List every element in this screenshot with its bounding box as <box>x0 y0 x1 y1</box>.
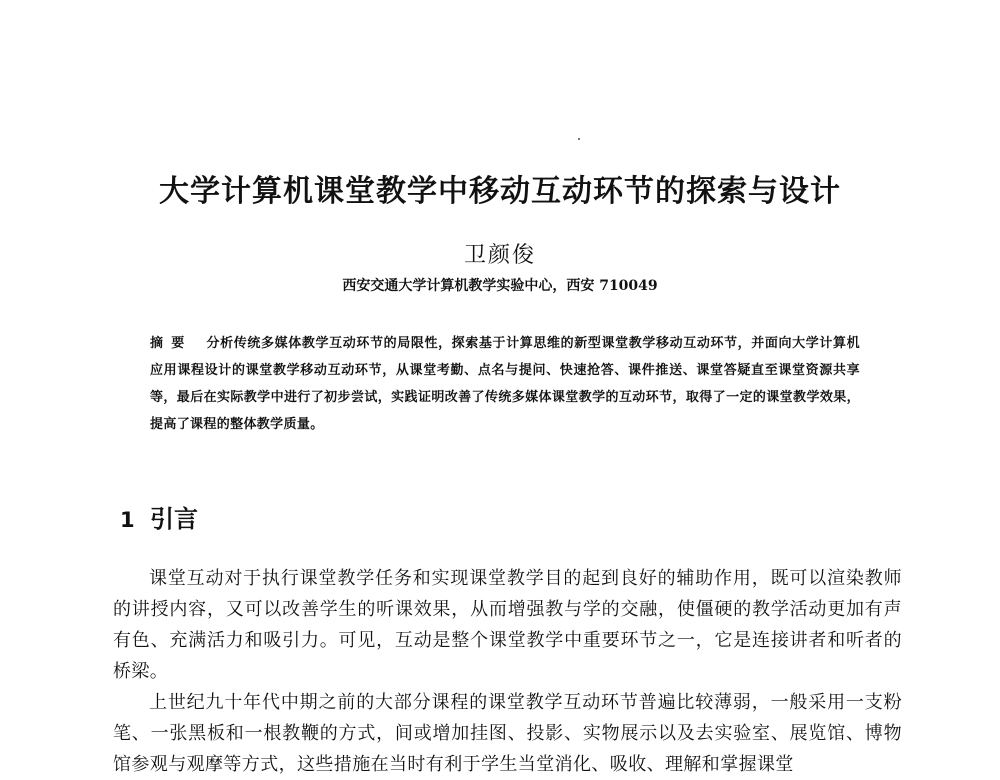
section-title: 引言 <box>150 505 198 533</box>
paper-title: 大学计算机课堂教学中移动互动环节的探索与设计 <box>159 174 841 209</box>
abstract-block <box>150 330 860 438</box>
author-name: 卫颜俊 <box>463 243 536 268</box>
section-number: 1 <box>120 508 135 532</box>
body-text <box>113 563 902 780</box>
abstract-label: 摘要 <box>150 336 193 351</box>
author-affiliation: 西安交通大学计算机教学实验中心，西安 710049 <box>342 278 658 294</box>
scan-speck <box>578 138 580 140</box>
body-paragraph-2: 上世纪九十年代中期之前的大部分课程的课堂教学互动环节普遍比较薄弱，一般采用一支粉笔、一张黑板和一根教鞭的方式，间或增加挂图、投影、实物展示以及去实验室、展览馆、博物馆参观与观摩等方式，这些措施在当时有利于学生当堂消化、吸收、理解和掌握课堂 <box>113 692 902 775</box>
section-heading <box>120 499 198 534</box>
abstract-text: 分析传统多媒体教学互动环节的局限性，探索基于计算思维的新型课堂教学移动互动环节，并面向大学计算机应用课程设计的课堂教学移动互动环节，从课堂考勤、点名与提问、快速抢答、课件推送、课堂答疑直至课堂资源共享等，最后在实际教学中进行了初步尝试，实践证明改善了传统多媒体课堂教学的互动环节，取得了一定的课堂教学效果，提高了课程的整体教学质量。 <box>150 336 860 432</box>
body-paragraph-1: 课堂互动对于执行课堂教学任务和实现课堂教学目的起到良好的辅助作用，既可以渲染教师的讲授内容，又可以改善学生的听课效果，从而增强教与学的交融，使僵硬的教学活动更加有声有色、充满活力和吸引力。可见，互动是整个课堂教学中重要环节之一，它是连接讲者和听者的桥梁。 <box>113 568 902 682</box>
